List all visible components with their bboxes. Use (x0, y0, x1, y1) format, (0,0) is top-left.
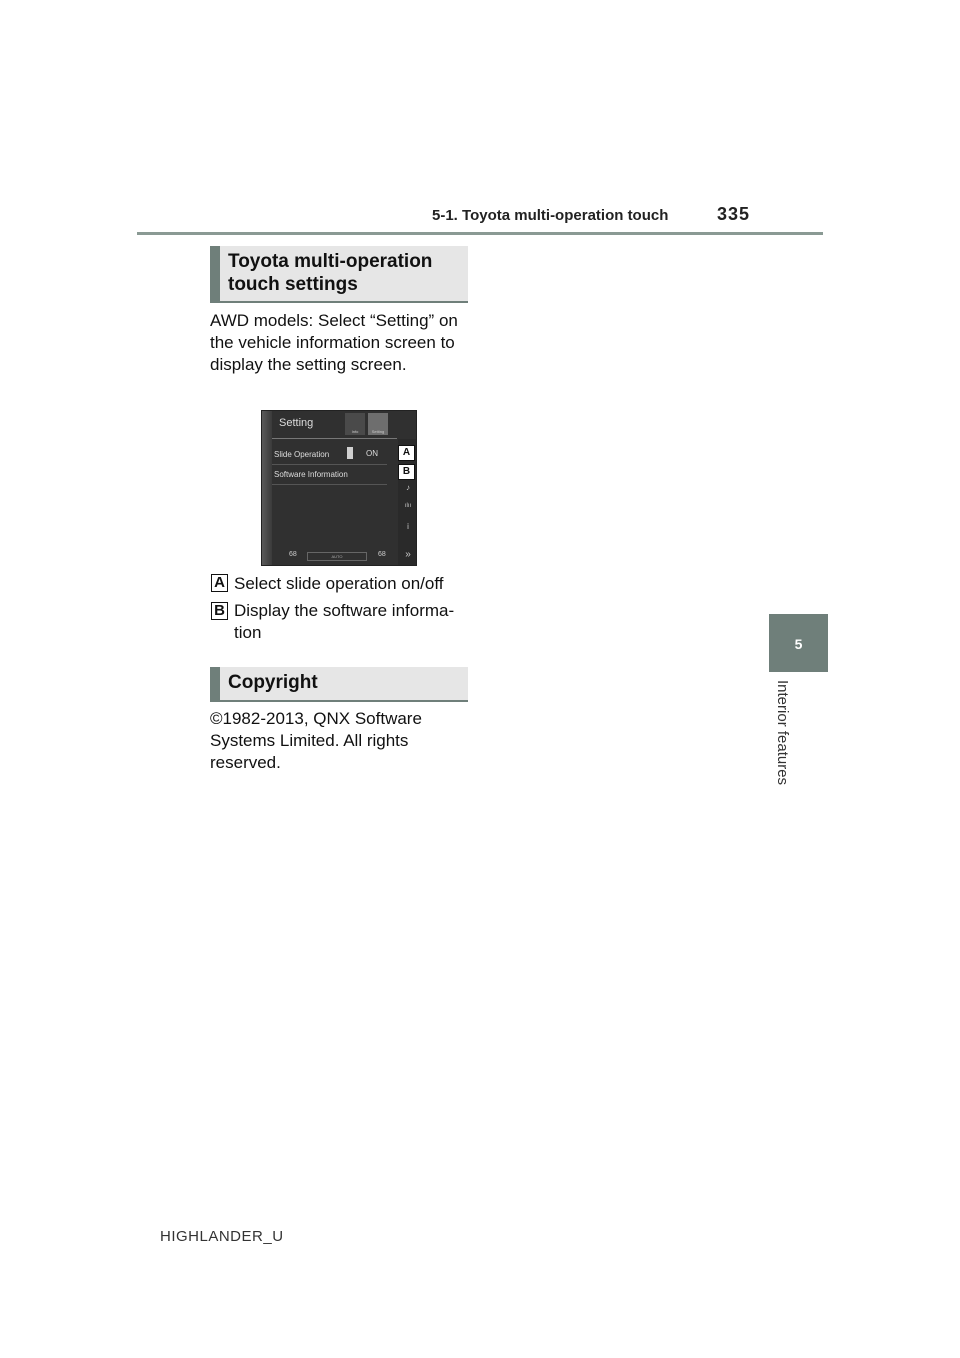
callout-a: A (398, 445, 415, 461)
software-information-label: Software Information (274, 470, 348, 479)
climate-auto: AUTO (307, 552, 367, 561)
slide-operation-value: ON (366, 449, 378, 458)
chapter-number: 5 (794, 636, 803, 652)
page-number: 335 (717, 204, 751, 224)
settings-screen-illustration (261, 410, 417, 566)
chart-icon: ılıı (404, 503, 412, 509)
chapter-tab (769, 614, 828, 672)
tab-setting-label: Setting (371, 429, 385, 434)
more-icon: » (405, 549, 411, 560)
section-body-copyright: ©1982-2013, QNX Software Systems Limited. All rights reserved. (210, 709, 422, 772)
callout-b: B (398, 464, 415, 480)
item-text-a: Select slide operation on/off (234, 574, 444, 593)
row-divider (272, 464, 387, 465)
music-icon: ♪ (406, 483, 410, 492)
screen-title: Setting (279, 417, 314, 429)
item-text-b: Display the software informa-tion (234, 601, 455, 642)
row-divider (272, 484, 387, 485)
temp-left: 68 (289, 551, 297, 558)
tab-setting (368, 413, 388, 435)
tab-info-label: Info (351, 429, 359, 434)
section-heading-copyright: Copyright (210, 667, 468, 702)
info-icon: i (407, 522, 409, 531)
chapter-label: Interior features (774, 680, 791, 786)
header-title: 5-1. Toyota multi-operation touch (432, 207, 669, 224)
tab-info (345, 413, 365, 435)
slide-operation-toggle (347, 447, 353, 459)
section-heading-settings: Toyota multi-operation touch settings (210, 246, 468, 303)
header-rule (137, 232, 823, 235)
temp-right: 68 (378, 551, 386, 558)
footer-model: HIGHLANDER_U (160, 1228, 284, 1245)
screen-arc (262, 411, 272, 566)
slide-operation-label: Slide Operation (274, 450, 330, 459)
section-body-settings: AWD models: Select “Setting” on the vehicle information screen to display the setting screen. (210, 311, 458, 374)
item-label-a: A (211, 574, 228, 592)
item-label-b: B (211, 602, 228, 620)
screen-separator (272, 438, 397, 439)
